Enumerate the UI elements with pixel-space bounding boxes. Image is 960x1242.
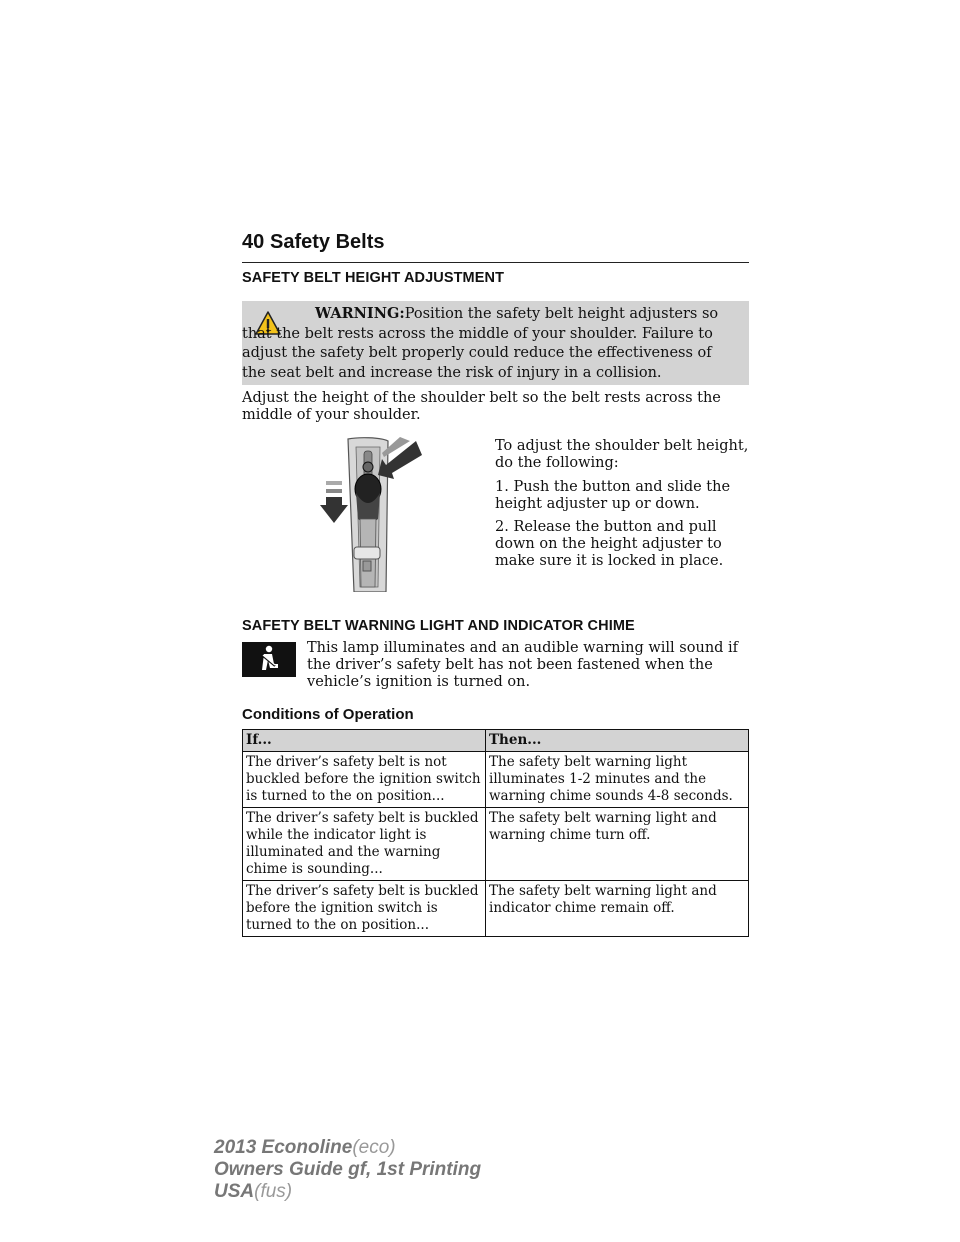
table-cell: The safety belt warning light and warning chime turn off.: [486, 808, 749, 881]
table-header-row: [243, 730, 749, 752]
seatbelt-warning-icon: [242, 642, 296, 677]
section-title-conditions: Conditions of Operation: [242, 706, 414, 723]
table-header-if: If...: [243, 730, 486, 752]
footer-market-code: (fus): [254, 1181, 293, 1202]
step-2: 2. Release the button and pull down on the height adjuster to make sure it is locked in place.: [495, 519, 724, 569]
table-header-then: Then...: [486, 730, 749, 752]
footer-model: 2013 Econoline: [214, 1137, 353, 1158]
warning-body: Position the safety belt height adjusters so that the belt rests across the middle of your shoulder. Failure to adjust the safety belt properly could reduce the effectiveness of the seat belt and increase the risk of injury in a collision.: [242, 306, 719, 381]
warning-label: WARNING:: [315, 305, 405, 322]
page-header: [242, 231, 749, 263]
table-row: [243, 881, 749, 937]
warning-box: [242, 301, 749, 385]
footer-line-1: [214, 1137, 396, 1159]
footer-market: USA: [214, 1181, 255, 1202]
step-1: 1. Push the button and slide the height adjuster up or down.: [495, 479, 731, 512]
footer-guide: Owners Guide gf, 1st Printing: [214, 1159, 482, 1180]
table-cell: The driver’s safety belt is buckled before the ignition switch is turned to the on position...: [243, 881, 486, 937]
table-cell: The safety belt warning light and indicator chime remain off.: [486, 881, 749, 937]
footer-line-2: [214, 1159, 481, 1181]
belt-height-adjuster-illustration: [318, 437, 424, 592]
intro-paragraph: Adjust the height of the shoulder belt so the belt rests across the middle of your shoulder.: [242, 390, 721, 423]
footer-model-code: (eco): [352, 1137, 396, 1158]
section-title-warning-light: SAFETY BELT WARNING LIGHT AND INDICATOR CHIME: [242, 618, 635, 634]
footer-line-3: [214, 1181, 292, 1203]
warning-light-description: This lamp illuminates and an audible warning will sound if the driver’s safety belt has not been fastened when the vehicle’s ignition is turned on.: [307, 640, 739, 690]
table-cell: The safety belt warning light illuminates 1-2 minutes and the warning chime sounds 4-8 seconds.: [486, 752, 749, 808]
warning-text: [242, 304, 737, 383]
section-title-height-adjustment: SAFETY BELT HEIGHT ADJUSTMENT: [242, 270, 505, 286]
table-cell: The driver’s safety belt is buckled while the indicator light is illuminated and the warning chime is sounding...: [243, 808, 486, 881]
conditions-table: [242, 729, 749, 937]
table-row: [243, 808, 749, 881]
table-row: [243, 752, 749, 808]
table-cell: The driver’s safety belt is not buckled before the ignition switch is turned to the on position...: [243, 752, 486, 808]
chapter-title: Safety Belts: [270, 231, 385, 253]
page-number: 40: [242, 231, 265, 253]
step-intro: To adjust the shoulder belt height, do the following:: [495, 438, 749, 471]
